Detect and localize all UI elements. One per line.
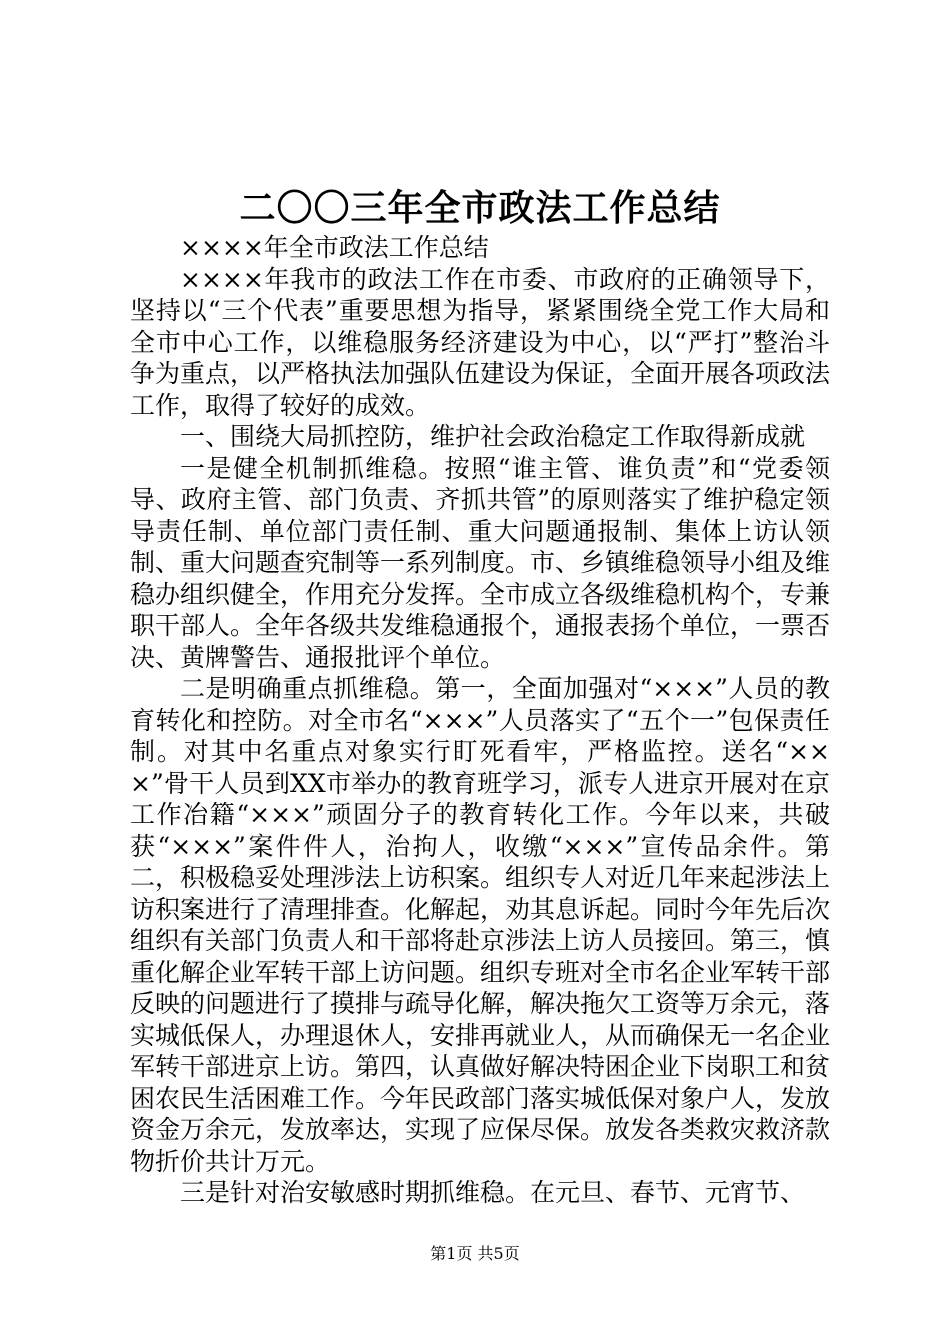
section-heading-1: 一、围绕大局抓控防，维护社会政治稳定工作取得新成就 xyxy=(180,422,806,451)
paragraph-intro: ××××年我市的政法工作在市委、市政府的正确领导下，坚持以“三个代表”重要思想为指导，紧紧围绕全党工作大局和全市中心工作，以维稳服务经济建设为中心，以“严打”整治斗争为重点，以严格执法加强队伍建设为保证，全面开展各项政法工作，取得了较好的成效。 xyxy=(130,264,831,420)
paragraph-item-1: 一是健全机制抓维稳。按照“谁主管、谁负责”和“党委领导、政府主管、部门负责、齐抓共管”的原则落实了维护稳定领导责任制、单位部门责任制、重大问题通报制、集体上访认领制、重大问题查究制等一系列制度。市、乡镇维稳领导小组及维稳办组织健全，作用充分发挥。全市成立各级维稳机构个，专兼职干部人。全年各级共发维稳通报个，通报表扬个单位，一票否决、黄牌警告、通报批评个单位。 xyxy=(130,453,831,672)
paragraph-subtitle: ××××年全市政法工作总结 xyxy=(180,233,489,262)
document-title: 二〇〇三年全市政法工作总结 xyxy=(239,187,721,229)
page-number-footer: 第1页 共5页 xyxy=(430,1244,520,1263)
paragraph-item-2: 二是明确重点抓维稳。第一，全面加强对“×××”人员的教育转化和控防。对全市名“×××”人员落实了“五个一”包保责任制。对其中名重点对象实行盯死看牢，严格监控。送名“×××”骨干人员到XX市举办的教育班学习，派专人进京开展对在京工作冶籍“×××”顽固分子的教育转化工作。今年以来，共破获“×××”案件件人，治拘人，收缴“×××”宣传品余件。第二，积极稳妥处理涉法上访积案。组织专人对近几年来起涉法上访积案进行了清理排查。化解起，劝其息诉起。同时今年先后次组织有关部门负责人和干部将赴京涉法上访人员接回。第三，慎重化解企业军转干部上访问题。组织专班对全市名企业军转干部反映的问题进行了摸排与疏导化解，解决拖欠工资等万余元，落实城低保人，办理退休人，安排再就业人，从而确保无一名企业军转干部进京上访。第四，认真做好解决特困企业下岗职工和贫困农民生活困难工作。今年民政部门落实城低保对象户人，发放资金万余元，发放率达，实现了应保尽保。放发各类救灾救济款物折价共计万元。 xyxy=(130,674,831,1176)
document-body xyxy=(130,232,830,1209)
paragraph-item-3: 三是针对治安敏感时期抓维稳。在元旦、春节、元宵节、 xyxy=(180,1178,806,1207)
